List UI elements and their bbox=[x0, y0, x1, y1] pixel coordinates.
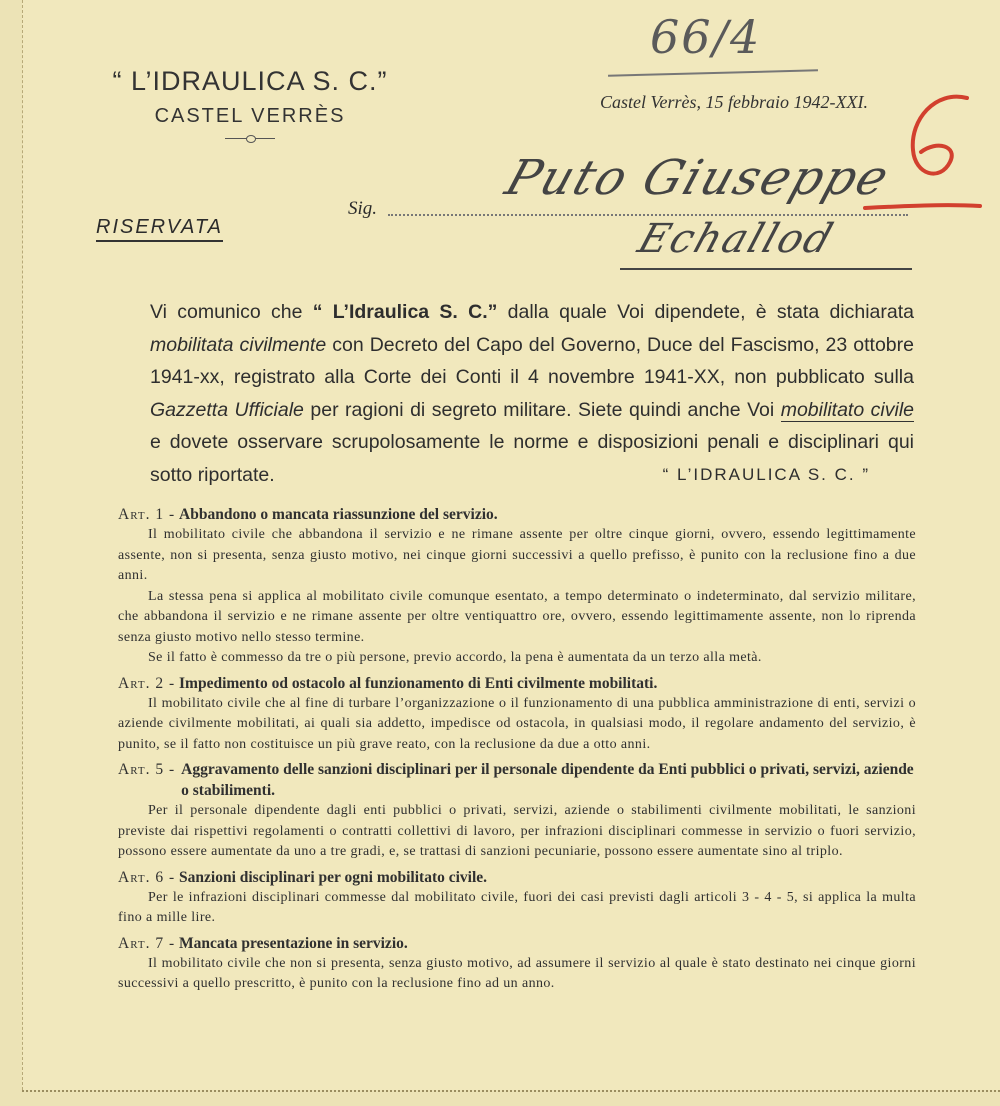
article-number: Art. 1 - bbox=[118, 506, 176, 523]
company-city: CASTEL VERRÈS bbox=[154, 105, 346, 127]
date-line: Castel Verrès, 15 febbraio 1942-XXI. bbox=[600, 92, 868, 112]
company-name: “ L’IDRAULICA S. C.” bbox=[112, 66, 388, 96]
intro-signature: “ L’IDRAULICA S. C. ” bbox=[662, 464, 870, 484]
article-title: Abbandono o mancata riassunzione del servizio. bbox=[179, 506, 498, 523]
article-number: Art. 6 - bbox=[118, 868, 176, 886]
article-heading bbox=[118, 867, 916, 888]
article-heading bbox=[118, 759, 916, 801]
article-paragraph: Il mobilitato civile che abbandona il servizio e ne rimane assente per oltre cinque giorni, ovvero, essendo legittimamente assente, non si presenta, senza giusto motivo, nei cinque giorni successivi a quello prefisso, è punito con la reclusione fino a due anni. bbox=[118, 527, 916, 583]
article-heading bbox=[118, 933, 916, 954]
recipient-label: Sig. bbox=[348, 198, 378, 219]
handwritten-ref-number: 66/4 bbox=[650, 10, 762, 64]
article-paragraph: Il mobilitato civile che non si presenta, senza giusto motivo, ad assumere il servizio al quale è stato destinato nei cinque giorni successivi a quello prescritto, è punito con la reclusione fino ad un anno. bbox=[118, 955, 916, 991]
article-paragraph: Il mobilitato civile che al fine di turbare l’organizzazione o il funzionamento di una pubblica amministrazione di enti, servizi o aziende civilmente mobilitati, ai quali sia addetto, impedisce od ostacola, in qualsiasi modo, il regolare andamento del servizio, è punito, se il fatto non costituisce un più grave reato, con la reclusione da due a otto anni. bbox=[118, 695, 916, 752]
article-title: Aggravamento delle sanzioni disciplinari per il personale dipendente da Enti pubblici o privati, servizi, aziende o stabilimenti. bbox=[181, 761, 914, 799]
article-title: Mancata presentazione in servizio. bbox=[179, 934, 408, 952]
article-number: Art. 2 - bbox=[118, 674, 176, 692]
red-mark-text: 6 bbox=[913, 160, 914, 161]
article-paragraph: Per il personale dipendente dagli enti pubblici o privati, servizi, aziende o stabilimenti civilmente mobilitati, le sanzioni previste dai rispettivi regolamenti o contratti collettivi di lavoro, per infrazioni disciplinari commesse in servizio o fuori servizio, possono essere aumentate da uno a tre gradi, e, se trattasi di sanzioni pecuniarie, possono essere aumentate sino al triplo. bbox=[118, 803, 916, 859]
intro-text: dalla quale Voi dipendete, è stata dichiarata bbox=[497, 301, 915, 323]
article bbox=[118, 504, 916, 669]
intro-text: per ragioni di segreto militare. Siete quindi anche Voi bbox=[303, 398, 781, 421]
article bbox=[118, 759, 916, 863]
recipient-underline bbox=[620, 268, 912, 270]
article bbox=[118, 933, 916, 995]
intro-text: Vi comunico che bbox=[150, 301, 313, 323]
article-heading bbox=[118, 504, 916, 525]
article-number: Art. 7 - bbox=[118, 934, 176, 952]
intro-mobilized-civil: mobilitato civile bbox=[780, 398, 915, 421]
intro-mobilized: mobilitata civilmente bbox=[150, 333, 327, 356]
perforation-edge bbox=[22, 1090, 1000, 1092]
article-paragraph: Se il fatto è commesso da tre o più persone, previo accordo, la pena è aumentata da un terzo alla metà. bbox=[148, 650, 762, 665]
ornament-divider bbox=[225, 134, 275, 142]
article bbox=[118, 867, 916, 929]
intro-text: con Decreto del Capo del Governo, Duce del Fascismo, 23 ottobre 1941-xx, registrato alla Corte dei Conti il 4 novembre 1941-XX, non pubblicato sulla bbox=[150, 333, 914, 388]
article-title: Impedimento od ostacolo al funzionamento di Enti civilmente mobilitati. bbox=[179, 674, 658, 692]
intro-text: e dovete osservare scrupolosamente le norme e disposizioni penali e disciplinari qui sotto riportate. bbox=[150, 431, 914, 486]
intro-company: “ L’Idraulica S. C.” bbox=[312, 301, 498, 323]
handwritten-recipient-place: Echallod bbox=[632, 216, 840, 262]
article-paragraph: La stessa pena si applica al mobilitato civile comunque esentato, a tempo determinato o indeterminato, dal servizio militare, che abbandona il servizio e ne rimane assente per oltre ventiquattro ore, ovvero, essendo legittimamente assente, non lo riprenda senza giusto motivo nello stesso termine. bbox=[118, 588, 916, 645]
reserved-label: RISERVATA bbox=[96, 216, 223, 242]
letterhead bbox=[90, 66, 410, 142]
article-number: Art. 5 - bbox=[118, 761, 176, 778]
article-heading bbox=[118, 673, 916, 694]
intro-paragraph bbox=[150, 296, 914, 491]
intro-gazette: Gazzetta Ufficiale bbox=[150, 398, 304, 421]
articles-list bbox=[118, 502, 916, 995]
article-paragraph: Per le infrazioni disciplinari commesse dal mobilitato civile, fuori dei casi previsti dagli articoli 3 - 4 - 5, si applica la multa fino a mille lire. bbox=[118, 889, 916, 925]
article bbox=[118, 673, 916, 756]
handwritten-recipient-name: Puto Giuseppe bbox=[498, 150, 898, 206]
article-title: Sanzioni disciplinari per ogni mobilitato civile. bbox=[179, 868, 488, 886]
